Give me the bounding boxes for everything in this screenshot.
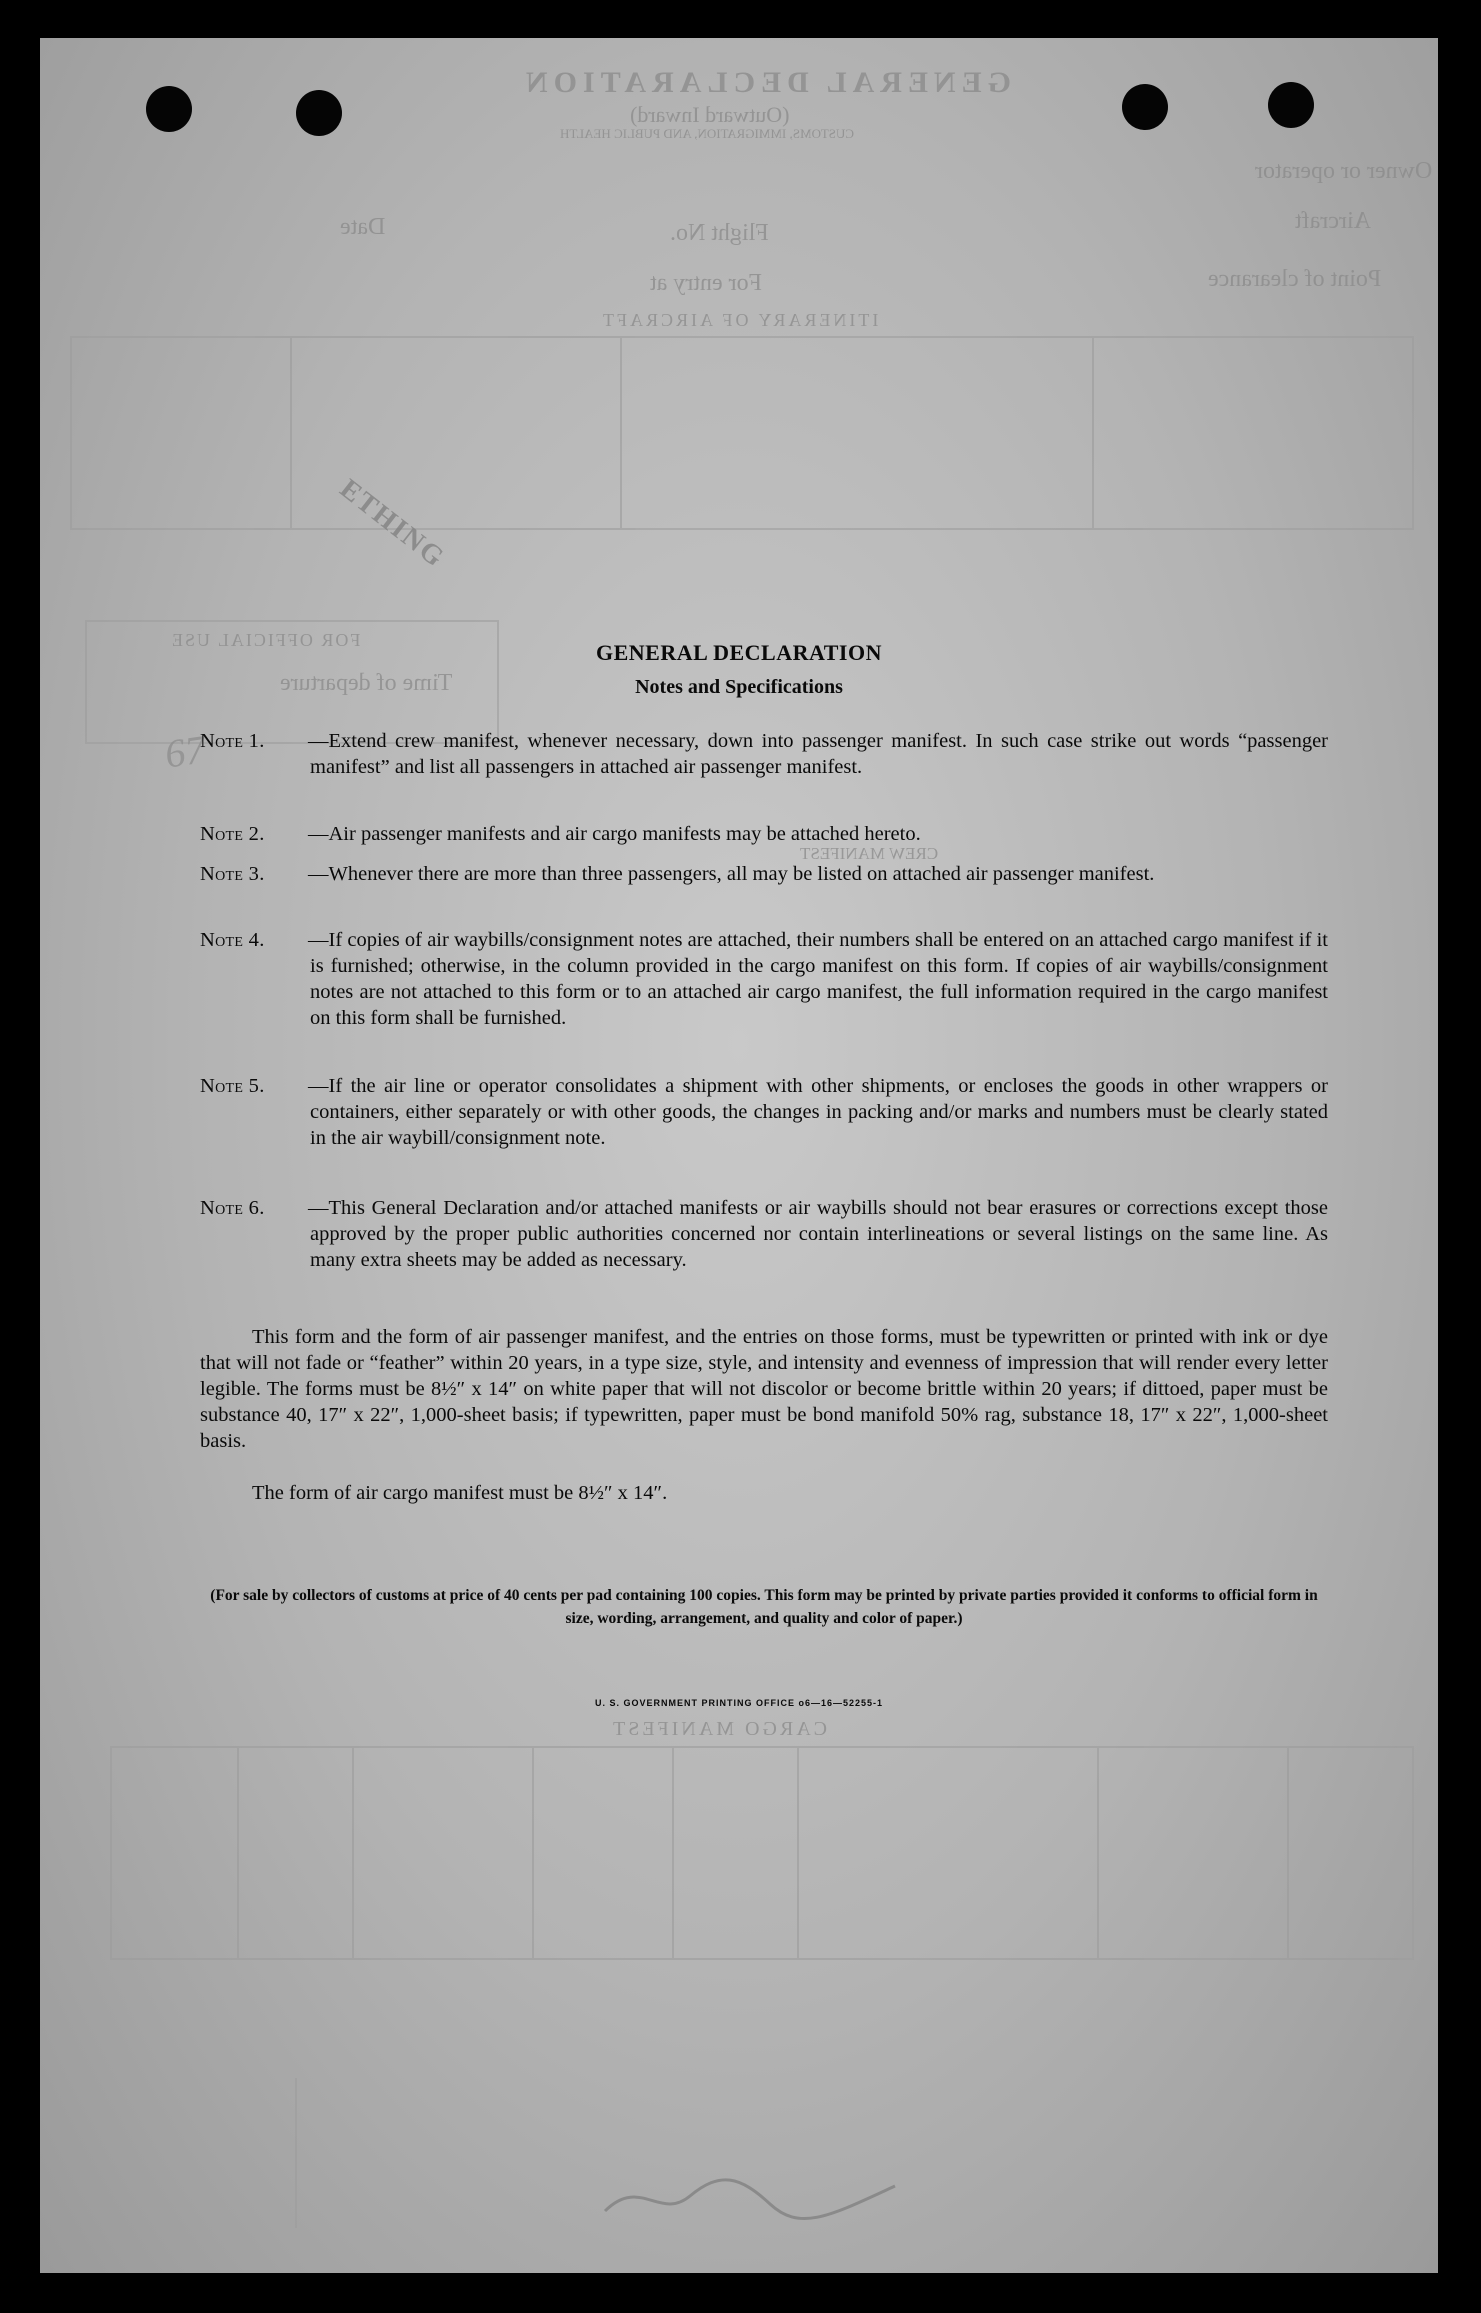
note-label: Note 2. bbox=[200, 823, 265, 845]
show-through-cargo-table bbox=[110, 1746, 1414, 1960]
show-through-departure: Time of departure bbox=[280, 670, 453, 696]
show-through-clearance: Point of clearance bbox=[1208, 266, 1382, 292]
show-through-cargo-manifest: CARGO MANIFEST bbox=[610, 1718, 828, 1740]
note-text: —Whenever there are more than three passengers, all may be listed on attached air passenger manifest. bbox=[308, 863, 1155, 885]
note-text: —If the air line or operator consolidates a shipment with other shipments, or encloses the goods in other wrappers or containers, either separately or with other goods, the changes in packing and/or marks and numbers must be clearly stated in the air waybill/consignment note. bbox=[308, 1075, 1328, 1149]
note-label: Note 1. bbox=[200, 730, 265, 752]
page-subtitle: Notes and Specifications bbox=[635, 676, 843, 698]
show-through-official-use: FOR OFFICIAL USE bbox=[170, 630, 361, 650]
document-sheet bbox=[40, 38, 1438, 2273]
page-title: GENERAL DECLARATION bbox=[596, 640, 882, 665]
show-through-title: GENERAL DECLARATION bbox=[520, 66, 1012, 99]
handwritten-mark: 67 bbox=[162, 726, 208, 777]
cargo-form-size: The form of air cargo manifest must be 8½″ x 14″. bbox=[252, 1482, 668, 1504]
note-text: —Extend crew manifest, whenever necessary, down into passenger manifest. In such case strike out words “passenger manifest” and list all passengers in attached air passenger manifest. bbox=[308, 730, 1328, 778]
note-text: —This General Declaration and/or attached manifests or air waybills should not bear erasures or corrections except those approved by the proper public authorities concerned nor contain interlineations or several listings on the same line. As many extra sheets may be added as necessary. bbox=[308, 1197, 1328, 1271]
note-3 bbox=[200, 861, 1328, 887]
note-1 bbox=[200, 728, 1328, 780]
form-specification: This form and the form of air passenger manifest, and the entries on those forms, must be typewritten or printed with ink or dye that will not fade or “feather” within 20 years, in a type size, style, and intensity and evenness of impression that will render every letter legible. The forms must be 8½″ x 14″ on white paper that will not discolor or become brittle within 20 years; if dittoed, paper must be substance 40, 17″ x 22″, 1,000-sheet basis; if typewritten, paper must be bond manifold 50% rag, substance 18, 17″ x 22″, 1,000-sheet basis. bbox=[200, 1326, 1328, 1452]
note-label: Note 6. bbox=[200, 1197, 265, 1219]
note-label: Note 4. bbox=[200, 929, 265, 951]
faded-signature bbox=[600, 2166, 900, 2226]
show-through-entry: For entry at bbox=[650, 270, 762, 296]
note-text: —If copies of air waybills/consignment notes are attached, their numbers shall be entered on an attached cargo manifest if it is furnished; otherwise, in the column provided in the cargo manifest on this form. If copies of air waybills/consignment notes are not attached to this form or to an attached air cargo manifest, the full information required in the cargo manifest on this form shall be furnished. bbox=[308, 929, 1328, 1029]
sale-notice: (For sale by collectors of customs at price of 40 cents per pad containing 100 copies. This form may be printed by private parties provided it conforms to official form in size, wording, arrangement, and quality and color of paper.) bbox=[210, 1587, 1318, 1627]
show-through-agencies: CUSTOMS, IMMIGRATION, AND PUBLIC HEALTH bbox=[560, 126, 854, 141]
show-through-aircraft: Aircraft bbox=[1295, 208, 1371, 234]
punch-hole-3 bbox=[1122, 84, 1168, 130]
note-text: —Air passenger manifests and air cargo manifests may be attached hereto. bbox=[308, 823, 921, 845]
note-4 bbox=[200, 927, 1328, 1031]
note-label: Note 5. bbox=[200, 1075, 265, 1097]
note-6 bbox=[200, 1195, 1328, 1273]
punch-hole-1 bbox=[146, 86, 192, 132]
show-through-date: Date bbox=[340, 214, 386, 240]
printer-line: U. S. GOVERNMENT PRINTING OFFICE o6—16—52255-1 bbox=[594, 1698, 884, 1708]
show-through-itinerary: ITINERARY OF AIRCRAFT bbox=[600, 310, 879, 330]
note-label: Note 3. bbox=[200, 863, 265, 885]
note-5 bbox=[200, 1073, 1328, 1151]
show-through-owner: Owner or operator bbox=[1255, 158, 1433, 184]
faded-stamp: ETHING bbox=[333, 473, 451, 575]
show-through-crew-manifest: CREW MANIFEST bbox=[800, 844, 939, 863]
show-through-subtitle: (Outward Inward) bbox=[630, 102, 790, 127]
note-2 bbox=[200, 821, 1328, 847]
show-through-itinerary-table bbox=[70, 336, 1414, 530]
punch-hole-2 bbox=[296, 90, 342, 136]
punch-hole-4 bbox=[1268, 82, 1314, 128]
show-through-flight: Flight No. bbox=[670, 220, 769, 246]
